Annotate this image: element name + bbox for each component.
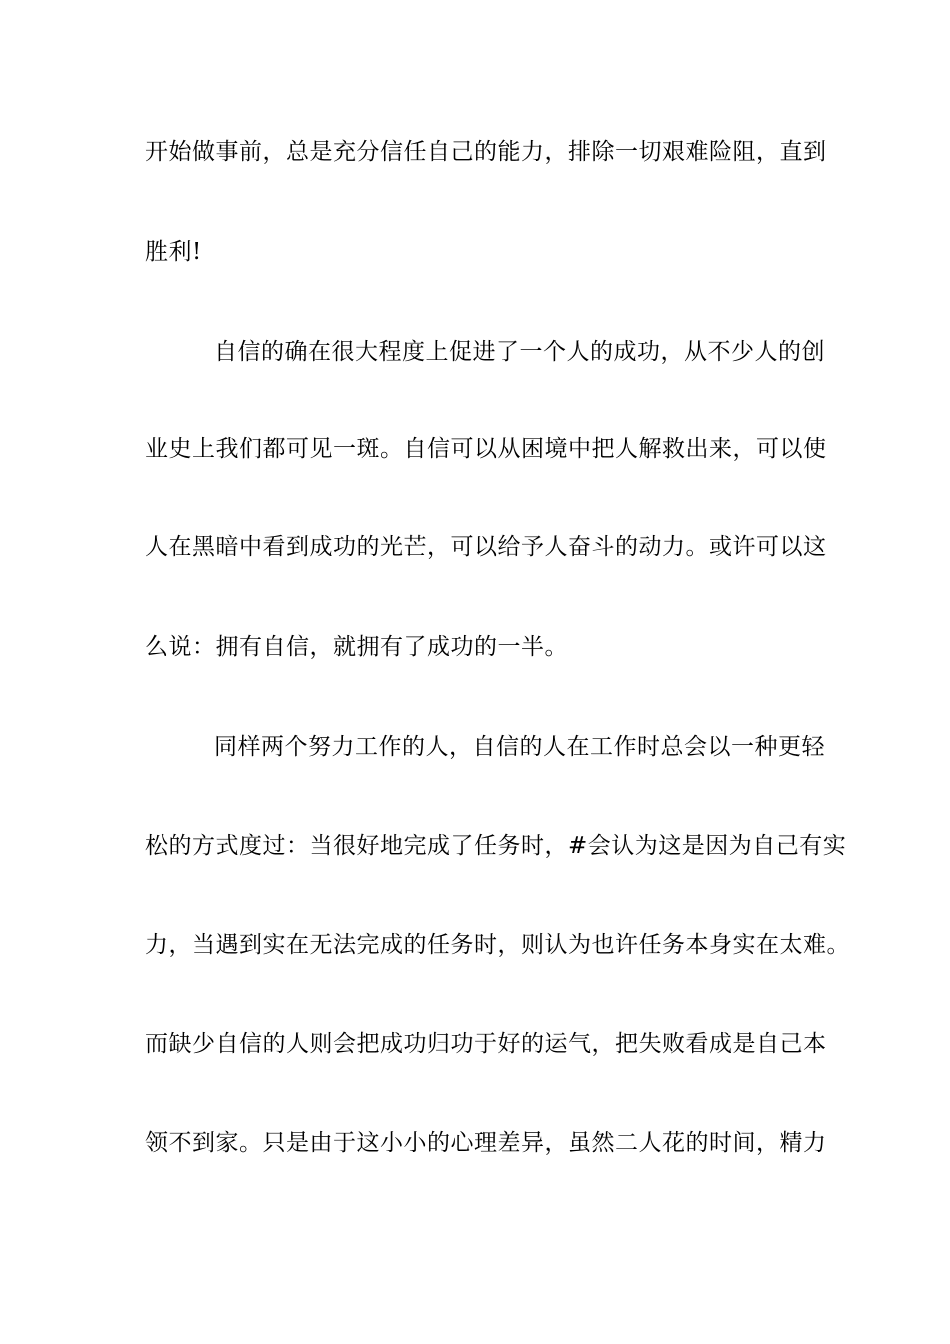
paragraph-start-line: 同样两个努力工作的人，自信的人在工作时总会以一种更轻 xyxy=(214,734,825,760)
paragraph-start-line: 自信的确在很大程度上促进了一个人的成功，从不少人的创 xyxy=(214,339,825,365)
text-line: 人在黑暗中看到成功的光芒，可以给予人奋斗的动力。或许可以这 xyxy=(145,534,827,560)
text-line: 胜利! xyxy=(145,239,202,265)
text-line: 开始做事前，总是充分信任自己的能力，排除一切艰难险阻，直到 xyxy=(145,139,827,165)
text-line: 么说：拥有自信，就拥有了成功的一半。 xyxy=(145,634,568,660)
text-line: 力，当遇到实在无法完成的任务时，则认为也许任务本身实在太难。 xyxy=(145,932,850,958)
text-line: 领不到家。只是由于这小小的心理差异，虽然二人花的时间，精力 xyxy=(145,1130,827,1156)
text-line: 业史上我们都可见一斑。自信可以从困境中把人解救出来，可以使 xyxy=(145,436,827,462)
text-line: 松的方式度过：当很好地完成了任务时，#会认为这是因为自己有实 xyxy=(145,833,847,859)
text-line: 而缺少自信的人则会把成功归功于好的运气，把失败看成是自己本 xyxy=(145,1031,827,1057)
